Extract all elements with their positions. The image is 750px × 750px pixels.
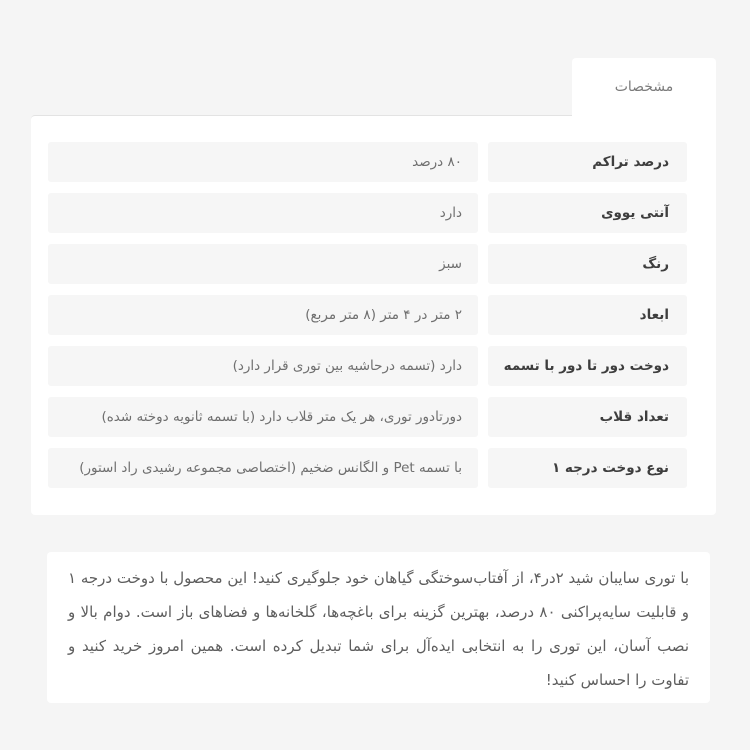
product-description-card (47, 552, 710, 703)
table-row (48, 193, 687, 233)
tab-specifications-label: مشخصات (614, 79, 674, 95)
specifications-panel (31, 115, 716, 515)
product-description-text: با توری سایبان شید ۲در۴، از آفتاب‌سوختگی گیاهان خود جلوگیری کنید! این محصول با دوخت درجه ۱ و قابلیت سایه‌پراکنی ۸۰ درصد، بهترین گزینه برای باغچه‌ها، گلخانه‌ها و فضاهای باز است. دوام بالا و نصب آسان، این توری را به انتخابی ایده‌آل برای شما تبدیل کرده است. همین امروز خرید کنید و تفاوت را احساس کنید! (68, 569, 690, 689)
table-row (48, 142, 687, 182)
spec-label: ابعاد (488, 295, 687, 335)
table-row (48, 295, 687, 335)
tab-specifications[interactable] (572, 58, 716, 116)
spec-value: سبز (48, 244, 478, 284)
spec-value: ۲ متر در ۴ متر (۸ متر مربع) (48, 295, 478, 335)
table-row (48, 397, 687, 437)
spec-value: با تسمه Pet و الگانس ضخیم (اختصاصی مجموعه رشیدی راد استور) (48, 448, 478, 488)
spec-label: رنگ (488, 244, 687, 284)
table-row (48, 448, 687, 488)
spec-value: دارد (48, 193, 478, 233)
spec-label: درصد تراکم (488, 142, 687, 182)
spec-label: نوع دوخت درجه ۱ (488, 448, 687, 488)
table-row (48, 346, 687, 386)
specs-table (31, 116, 716, 488)
table-row (48, 244, 687, 284)
spec-label: دوخت دور تا دور با تسمه (488, 346, 687, 386)
spec-value: دارد (تسمه درحاشیه بین توری قرار دارد) (48, 346, 478, 386)
spec-value: ۸۰ درصد (48, 142, 478, 182)
spec-label: آنتی یووی (488, 193, 687, 233)
spec-label: تعداد قلاب (488, 397, 687, 437)
spec-value: دورتادور توری، هر یک متر قلاب دارد (با تسمه ثانویه دوخته شده) (48, 397, 478, 437)
